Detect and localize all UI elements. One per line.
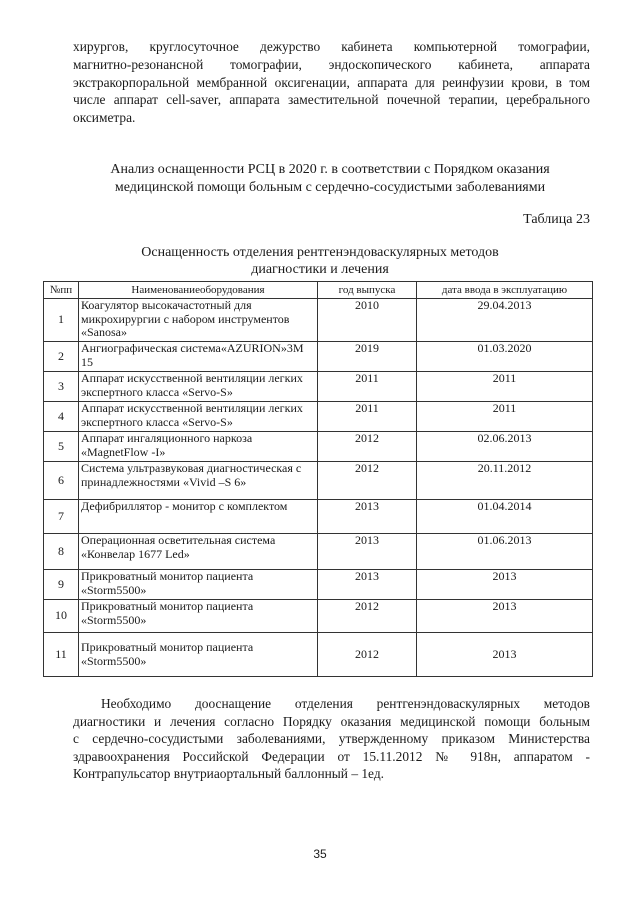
table-row [44,570,593,600]
table-caption-line: Оснащенность отделения рентгенэндоваскулярных методов [141,245,499,260]
cell-name: Операционная осветительная система «Конвелар 1677 Led» [79,534,318,570]
cell-num: 9 [44,570,79,600]
cell-year: 2013 [318,534,417,570]
cell-date: 01.06.2013 [417,534,593,570]
cell-year: 2010 [318,299,417,342]
cell-date: 29.04.2013 [417,299,593,342]
table-row [44,402,593,432]
page-number: 35 [313,847,327,861]
cell-num: 2 [44,342,79,372]
cell-name: Аппарат искусственной вентиляции легких экспертного класса «Servo-S» [79,372,318,402]
intro-line: оксиметра. [73,110,136,126]
conclusion-line: Контрапульсатор внутриаортальный баллонный – 1ед. [73,766,384,781]
analysis-heading-line: медицинской помощи больным с сердечно-сосудистыми заболеваниями [114,179,546,195]
cell-name: Прикроватный монитор пациента «Storm5500» [79,600,318,633]
cell-num: 6 [44,462,79,500]
cell-year: 2012 [318,633,417,677]
table-number: Таблица 23 [523,212,590,227]
table-row [44,500,593,534]
cell-date: 2011 [417,402,593,432]
cell-date: 2013 [417,570,593,600]
table-row [44,342,593,372]
table-row [44,372,593,402]
header-date: дата ввода в эксплуатацию [417,282,593,299]
analysis-heading-line: Анализ оснащенности РСЦ в 2020 г. в соответствии с Порядком оказания [110,162,550,177]
table-caption-line: диагностики и лечения [251,261,389,277]
analysis-heading [70,161,590,196]
conclusion-paragraph [73,695,590,783]
cell-year: 2019 [318,342,417,372]
cell-date: 2013 [417,633,593,677]
intro-line: экстракорпоральной мембранной оксигенации, аппарата для реинфузии крови, в том [73,74,590,90]
cell-year: 2012 [318,432,417,462]
conclusion-line: с сердечно-сосудистыми заболеваниями, утвержденному приказом Министерства [73,731,590,746]
intro-line: магнитно-резонансной томографии, эндоскопического кабинета, аппарата [73,56,590,72]
table-row [44,462,593,500]
cell-year: 2012 [318,462,417,500]
cell-date: 2011 [417,372,593,402]
cell-num: 1 [44,299,79,342]
cell-name: Коагулятор высокачастотный для микрохирургии с набором инструментов «Sanosa» [79,299,318,342]
cell-num: 7 [44,500,79,534]
cell-name: Ангиографическая система«AZURION»3M 15 [79,342,318,372]
table-row [44,534,593,570]
conclusion-line: здравоохранения Российской Федерации от 15.11.2012 № 918н, аппаратом - [73,748,590,764]
cell-num: 10 [44,600,79,633]
table-row [44,432,593,462]
cell-date: 20.11.2012 [417,462,593,500]
conclusion-line: Необходимо дооснащение отделения рентгенэндоваскулярных методов [101,696,590,711]
cell-num: 11 [44,633,79,677]
intro-paragraph [73,38,590,127]
cell-num: 8 [44,534,79,570]
cell-year: 2012 [318,600,417,633]
conclusion-line: диагностики и лечения согласно Порядку оказания медицинской помощи больным [73,713,590,729]
cell-date: 01.03.2020 [417,342,593,372]
table-caption [100,245,540,278]
equipment-table [43,281,593,677]
cell-num: 3 [44,372,79,402]
table-row [44,600,593,633]
table-row [44,299,593,342]
cell-year: 2011 [318,372,417,402]
cell-name: Аппарат искусственной вентиляции легких экспертного класса «Servo-S» [79,402,318,432]
cell-year: 2013 [318,500,417,534]
cell-name: Аппарат ингаляционного наркоза «MagnetFlow -I» [79,432,318,462]
cell-name: Дефибриллятор - монитор с комплектом [79,500,318,534]
header-name: Наименованиеоборудования [79,282,318,299]
cell-date: 2013 [417,600,593,633]
table-header-row [44,282,593,299]
cell-num: 5 [44,432,79,462]
intro-line: числе аппарат cell-saver, аппарата заместительной почечной терапии, церебрального [73,92,590,108]
cell-date: 02.06.2013 [417,432,593,462]
header-year: год выпуска [318,282,417,299]
cell-name: Система ультразвуковая диагностическая с принадлежностями «Vivid –S 6» [79,462,318,500]
cell-name: Прикроватный монитор пациента «Storm5500» [79,633,318,677]
cell-year: 2013 [318,570,417,600]
cell-name: Прикроватный монитор пациента «Storm5500» [79,570,318,600]
cell-date: 01.04.2014 [417,500,593,534]
intro-line: хирургов, круглосуточное дежурство кабинета компьютерной томографии, [73,39,590,54]
header-num: №пп [44,282,79,299]
cell-num: 4 [44,402,79,432]
cell-year: 2011 [318,402,417,432]
table-row [44,633,593,677]
